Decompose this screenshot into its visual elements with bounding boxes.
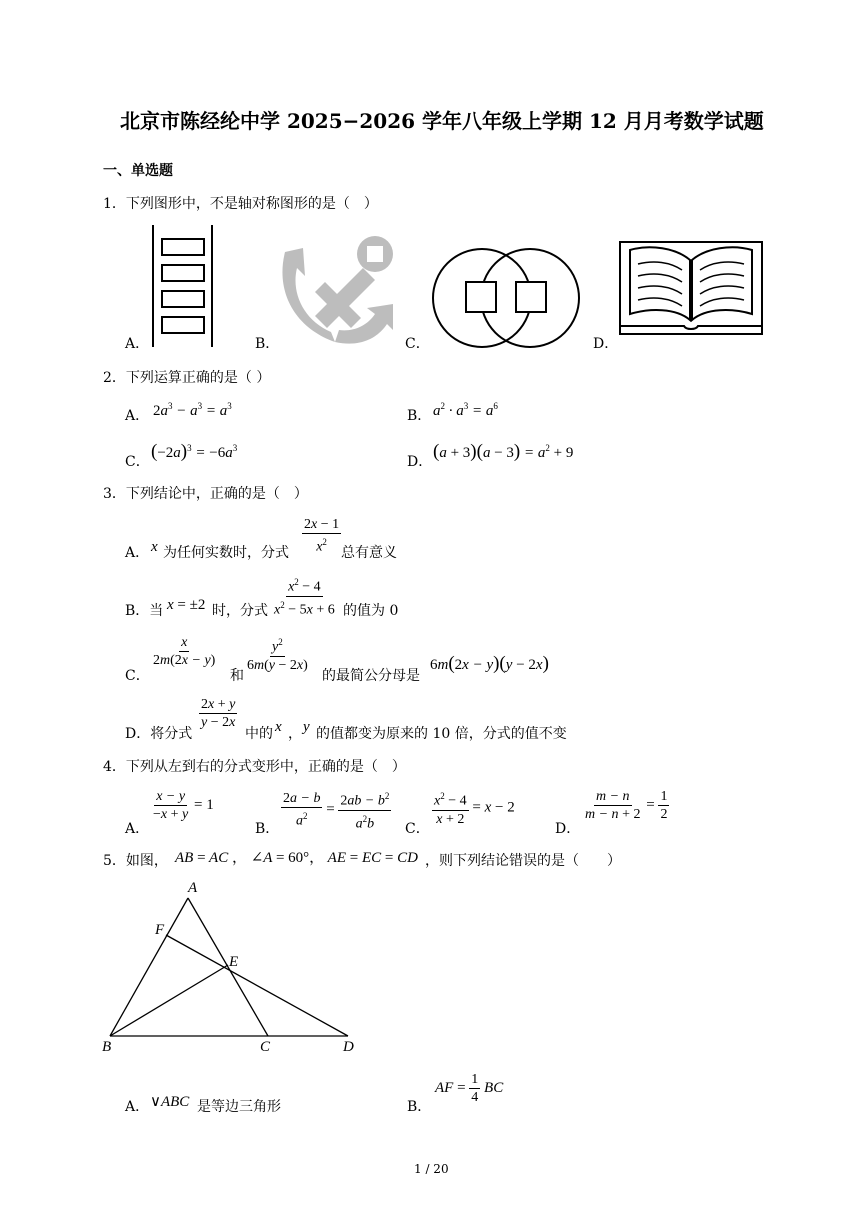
point-label-a: A: [188, 880, 198, 896]
q3-d-var-y: y: [303, 719, 310, 735]
q3-option-b-label: B．当: [125, 603, 164, 619]
page-number: 1 / 20: [414, 1162, 449, 1176]
q3-a-text2: 总有意义: [341, 545, 397, 561]
q3-b-text2: 的值为 0: [343, 603, 399, 619]
section-header: 一、单选题: [103, 163, 173, 179]
point-label-e: E: [229, 954, 239, 970]
q1-option-a-label: A．: [125, 336, 150, 352]
q1-option-d-label: D．: [593, 336, 619, 352]
point-label-d: D: [343, 1039, 354, 1055]
q3-option-c-label: C．: [125, 668, 150, 684]
q4-option-a-formula: $\frac{x - y}{-x + y}$ = 1: [153, 789, 214, 822]
q5-option-a-text: 是等边三角形: [197, 1099, 281, 1115]
q1-option-b-label: B．: [255, 336, 280, 352]
q3-b-fraction: $\frac{x^2 - 4}{x^2 - 5x + 6}$: [272, 574, 337, 618]
q3-c-fraction-1: $\frac{x}{2m(2x - y)}$: [153, 635, 216, 668]
q3-option-d-label: D．将分式: [125, 726, 193, 742]
q3-b-text1: 时，分式: [212, 603, 268, 619]
question-1-stem: 1．下列图形中，不是轴对称图形的是（ ）: [103, 196, 378, 212]
q2-option-c-label: C．: [125, 454, 150, 470]
q2-option-a-formula: $2a^3 - a^3 = a^3$: [153, 401, 232, 419]
q5-option-a-formula: ∨ABC: [150, 1094, 190, 1110]
book-figure: [618, 238, 764, 338]
q3-c-lcd: 6m(2x − y)(y − 2x): [430, 653, 549, 674]
q4-option-d-formula: $\frac{m - n}{m - n + 2}$ = $\frac{1}{2}$: [585, 789, 668, 822]
q3-d-text1: 中的: [245, 726, 273, 742]
question-5-stem-post: ，则下列结论错误的是（ ）: [425, 853, 621, 869]
q3-a-fraction: $\frac{2x - 1}{x^2}$: [304, 517, 340, 555]
q2-option-d-formula: $(a + 3)(a - 3) = a^2 + 9$: [433, 441, 574, 462]
question-3-stem: 3．下列结论中，正确的是（ ）: [103, 486, 308, 502]
q2-option-b-formula: $a^2 \cdot a^3 = a^6$: [433, 401, 498, 419]
q4-option-d-label: D．: [555, 821, 581, 837]
q4-option-c-formula: $\frac{x^2 - 4}{x + 2}$ = x − 2: [432, 788, 515, 828]
q1-option-c-label: C．: [405, 336, 430, 352]
ladder-figure: [150, 225, 218, 347]
anchor-figure: [275, 232, 397, 350]
point-label-b: B: [102, 1039, 112, 1055]
q5-conditions: AB = AC ， ∠A = 60°， AE = EC = CD: [175, 850, 418, 866]
q4-option-c-label: C．: [405, 821, 430, 837]
q3-a-text1: 为任何实数时，分式: [163, 545, 289, 561]
q2-option-b-label: B．: [407, 408, 432, 424]
q5-option-b-formula: AF = $\frac{1}{4}$ BC: [435, 1072, 504, 1105]
q3-option-a-label: A．: [125, 545, 150, 561]
page-title: 北京市陈经纶中学 2025−2026 学年八年级上学期 12 月月考数学试题: [120, 109, 764, 133]
q4-option-b-formula: $\frac{2a - b}{a^2}$ = $\frac{2ab - b^2}{a^2b}$: [281, 788, 391, 832]
q3-d-text2: ，: [288, 726, 302, 742]
q2-option-c-formula: $(-2a)^3 = -6a^3$: [151, 441, 238, 462]
question-2-stem: 2．下列运算正确的是（ ）: [103, 370, 271, 386]
coins-figure: [430, 248, 582, 348]
q3-c-text1: 和: [230, 668, 244, 684]
q5-option-a-label: A．: [125, 1099, 150, 1115]
question-4-stem: 4．下列从左到右的分式变形中，正确的是（ ）: [103, 759, 406, 775]
q5-option-b-label: B．: [407, 1099, 432, 1115]
q3-b-condition: x = ±2: [167, 597, 206, 613]
q2-option-d-label: D．: [407, 454, 433, 470]
q3-d-var-x: x: [275, 719, 282, 735]
q3-d-fraction: $\frac{2x + y}{y - 2x}$: [201, 697, 236, 730]
q3-a-var-x: x: [151, 539, 158, 555]
q3-c-text2: 的最简公分母是: [322, 668, 420, 684]
q3-c-fraction-2: $\frac{y^2}{6m(y - 2x)}$: [245, 634, 310, 674]
q4-option-b-label: B．: [255, 821, 280, 837]
q4-option-a-label: A．: [125, 821, 150, 837]
q3-d-text3: 的值都变为原来的 10 倍，分式的值不变: [316, 726, 567, 742]
triangle-diagram: [98, 876, 368, 1056]
point-label-f: F: [155, 922, 165, 938]
question-5-stem-pre: 5．如图，: [103, 853, 168, 869]
point-label-c: C: [260, 1039, 271, 1055]
q2-option-a-label: A．: [125, 408, 150, 424]
